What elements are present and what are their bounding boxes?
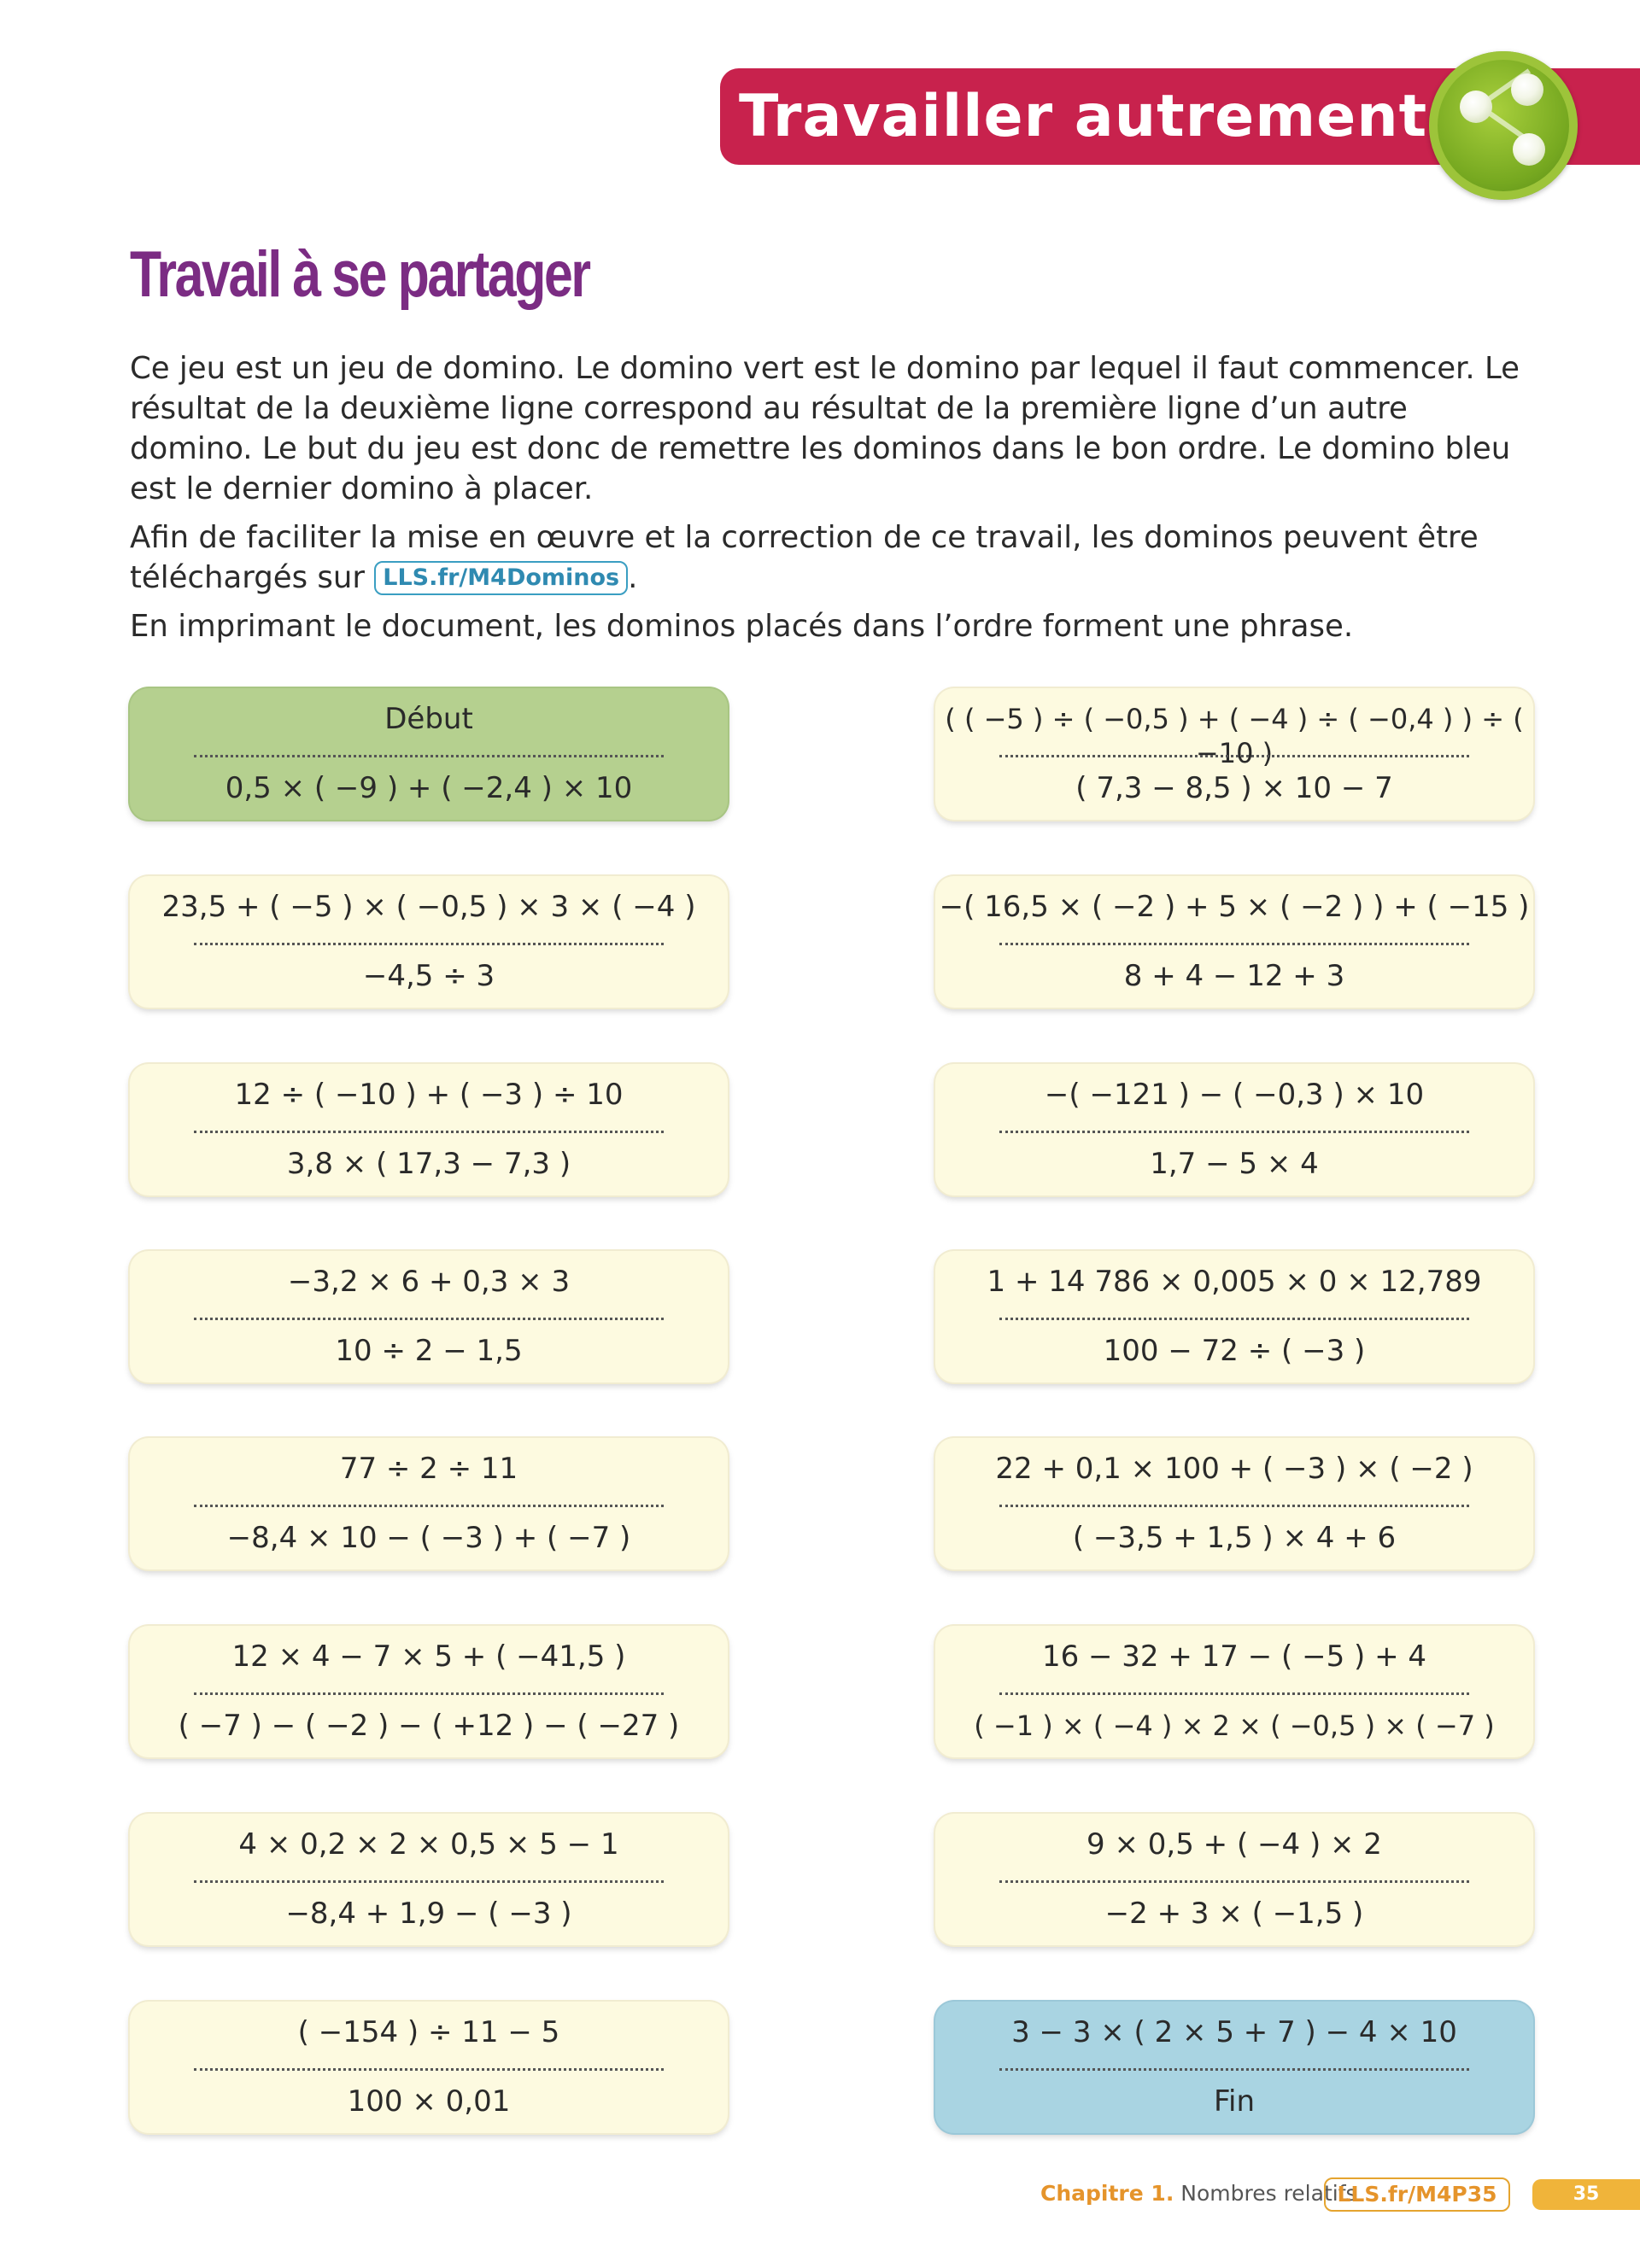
domino-divider <box>194 1692 664 1695</box>
domino-bottom-expression: 100 − 72 ÷ ( −3 ) <box>1103 1334 1366 1368</box>
domino <box>130 1064 728 1195</box>
intro-text <box>130 348 1539 655</box>
domino-bottom-expression: −4,5 ÷ 3 <box>362 959 495 993</box>
domino-bottom-expression: 8 + 4 − 12 + 3 <box>1123 959 1345 993</box>
domino <box>935 1626 1533 1757</box>
domino <box>935 688 1533 820</box>
domino-top-expression: 12 ÷ ( −10 ) + ( −3 ) ÷ 10 <box>234 1078 624 1112</box>
domino-top-expression: 12 × 4 − 7 × 5 + ( −41,5 ) <box>231 1640 626 1674</box>
domino-bottom-expression: ( −7 ) − ( −2 ) − ( +12 ) − ( −27 ) <box>178 1709 680 1743</box>
chapter-label: Chapitre 1. <box>1040 2181 1174 2206</box>
logo-atom <box>1513 133 1545 166</box>
domino-bottom-expression: 10 ÷ 2 − 1,5 <box>335 1334 523 1368</box>
domino-top-expression: 22 + 0,1 × 100 + ( −3 ) × ( −2 ) <box>995 1452 1473 1486</box>
intro-paragraph <box>130 517 1539 598</box>
intro-period: . <box>628 560 638 595</box>
logo-atom <box>1511 73 1543 106</box>
domino <box>935 1251 1533 1382</box>
domino-bottom-expression: 0,5 × ( −9 ) + ( −2,4 ) × 10 <box>225 771 633 805</box>
domino-bottom-expression: 100 × 0,01 <box>347 2084 511 2119</box>
domino <box>130 1814 728 1945</box>
domino-divider <box>194 1880 664 1883</box>
molecule-icon <box>1429 51 1578 200</box>
domino-top-expression: 16 − 32 + 17 − ( −5 ) + 4 <box>1041 1640 1427 1674</box>
domino-top-expression: 77 ÷ 2 ÷ 11 <box>339 1452 518 1486</box>
domino-divider <box>999 1692 1469 1695</box>
domino-bottom-expression: 1,7 − 5 × 4 <box>1150 1147 1319 1181</box>
domino-end <box>935 2002 1533 2133</box>
domino-top-expression: −( 16,5 × ( −2 ) + 5 × ( −2 ) ) + ( −15 ) <box>939 890 1530 924</box>
intro-text-before-link: Afin de faciliter la mise en œuvre et la correction de ce travail, les dominos peuvent être téléchargés sur <box>130 520 1479 595</box>
domino-top-expression: −3,2 × 6 + 0,3 × 3 <box>287 1265 571 1299</box>
domino-bottom-expression: ( −3,5 + 1,5 ) × 4 + 6 <box>1072 1521 1397 1555</box>
domino-divider <box>194 755 664 757</box>
domino-top-expression: 3 − 3 × ( 2 × 5 + 7 ) − 4 × 10 <box>1011 2015 1457 2049</box>
domino-top-expression: ( −154 ) ÷ 11 − 5 <box>297 2015 560 2049</box>
domino-bottom-expression: ( −1 ) × ( −4 ) × 2 × ( −0,5 ) × ( −7 ) <box>974 1710 1495 1742</box>
domino-top-expression: −( −121 ) − ( −0,3 ) × 10 <box>1044 1078 1425 1112</box>
chapter-name: Nombres relatifs <box>1180 2181 1357 2206</box>
domino-divider <box>194 1505 664 1507</box>
logo-atom <box>1460 91 1492 123</box>
domino-top-expression: ( ( −5 ) ÷ ( −0,5 ) + ( −4 ) ÷ ( −0,4 ) ) ÷ ( −10 ) <box>945 703 1524 769</box>
domino-divider <box>999 755 1469 757</box>
domino-divider <box>194 1318 664 1320</box>
domino <box>935 1814 1533 1945</box>
domino-top-expression: 1 + 14 786 × 0,005 × 0 × 12,789 <box>987 1265 1482 1299</box>
domino-bottom-expression: Fin <box>1213 2084 1256 2119</box>
domino <box>130 1626 728 1757</box>
domino-divider <box>194 1131 664 1133</box>
domino <box>935 876 1533 1008</box>
intro-paragraph: En imprimant le document, les dominos placés dans l’ordre forment une phrase. <box>130 609 1354 644</box>
footer-link[interactable]: LLS.fr/M4P35 <box>1324 2177 1510 2212</box>
dominos-link[interactable]: LLS.fr/M4Dominos <box>374 561 628 595</box>
domino-bottom-expression: −2 + 3 × ( −1,5 ) <box>1104 1897 1364 1931</box>
domino-divider <box>999 1880 1469 1883</box>
domino <box>130 876 728 1008</box>
domino <box>130 1251 728 1382</box>
footer-chapter <box>1040 2181 1357 2206</box>
section-title: Travail à se partager <box>130 238 589 311</box>
domino-bottom-expression: −8,4 + 1,9 − ( −3 ) <box>285 1897 572 1931</box>
domino <box>130 2002 728 2133</box>
domino <box>935 1438 1533 1569</box>
banner-title: Travailler autrement <box>739 83 1428 150</box>
page-number: 35 <box>1532 2179 1640 2210</box>
domino-bottom-expression: ( 7,3 − 8,5 ) × 10 − 7 <box>1075 771 1393 805</box>
domino-divider <box>999 1505 1469 1507</box>
domino-bottom-expression: −8,4 × 10 − ( −3 ) + ( −7 ) <box>226 1521 631 1555</box>
domino-divider <box>194 2068 664 2071</box>
domino-start <box>130 688 728 820</box>
domino <box>130 1438 728 1569</box>
intro-paragraph: Ce jeu est un jeu de domino. Le domino vert est le domino par lequel il faut commencer. Le résultat de la deuxième ligne correspond au résultat de la première ligne d’un autre domino. Le but du jeu est donc de remettre les dominos dans le bon ordre. Le domino bleu est le dernier domino à placer. <box>130 351 1520 506</box>
domino-divider <box>999 943 1469 945</box>
domino-divider <box>999 1318 1469 1320</box>
domino-divider <box>999 1131 1469 1133</box>
domino <box>935 1064 1533 1195</box>
domino-top-expression: 4 × 0,2 × 2 × 0,5 × 5 − 1 <box>238 1827 619 1862</box>
domino-top-expression: 9 × 0,5 + ( −4 ) × 2 <box>1086 1827 1382 1862</box>
domino-top-expression: 23,5 + ( −5 ) × ( −0,5 ) × 3 × ( −4 ) <box>161 890 696 924</box>
domino-bottom-expression: 3,8 × ( 17,3 − 7,3 ) <box>286 1147 571 1181</box>
domino-divider <box>194 943 664 945</box>
domino-top-expression: Début <box>384 702 473 736</box>
domino-divider <box>999 2068 1469 2071</box>
